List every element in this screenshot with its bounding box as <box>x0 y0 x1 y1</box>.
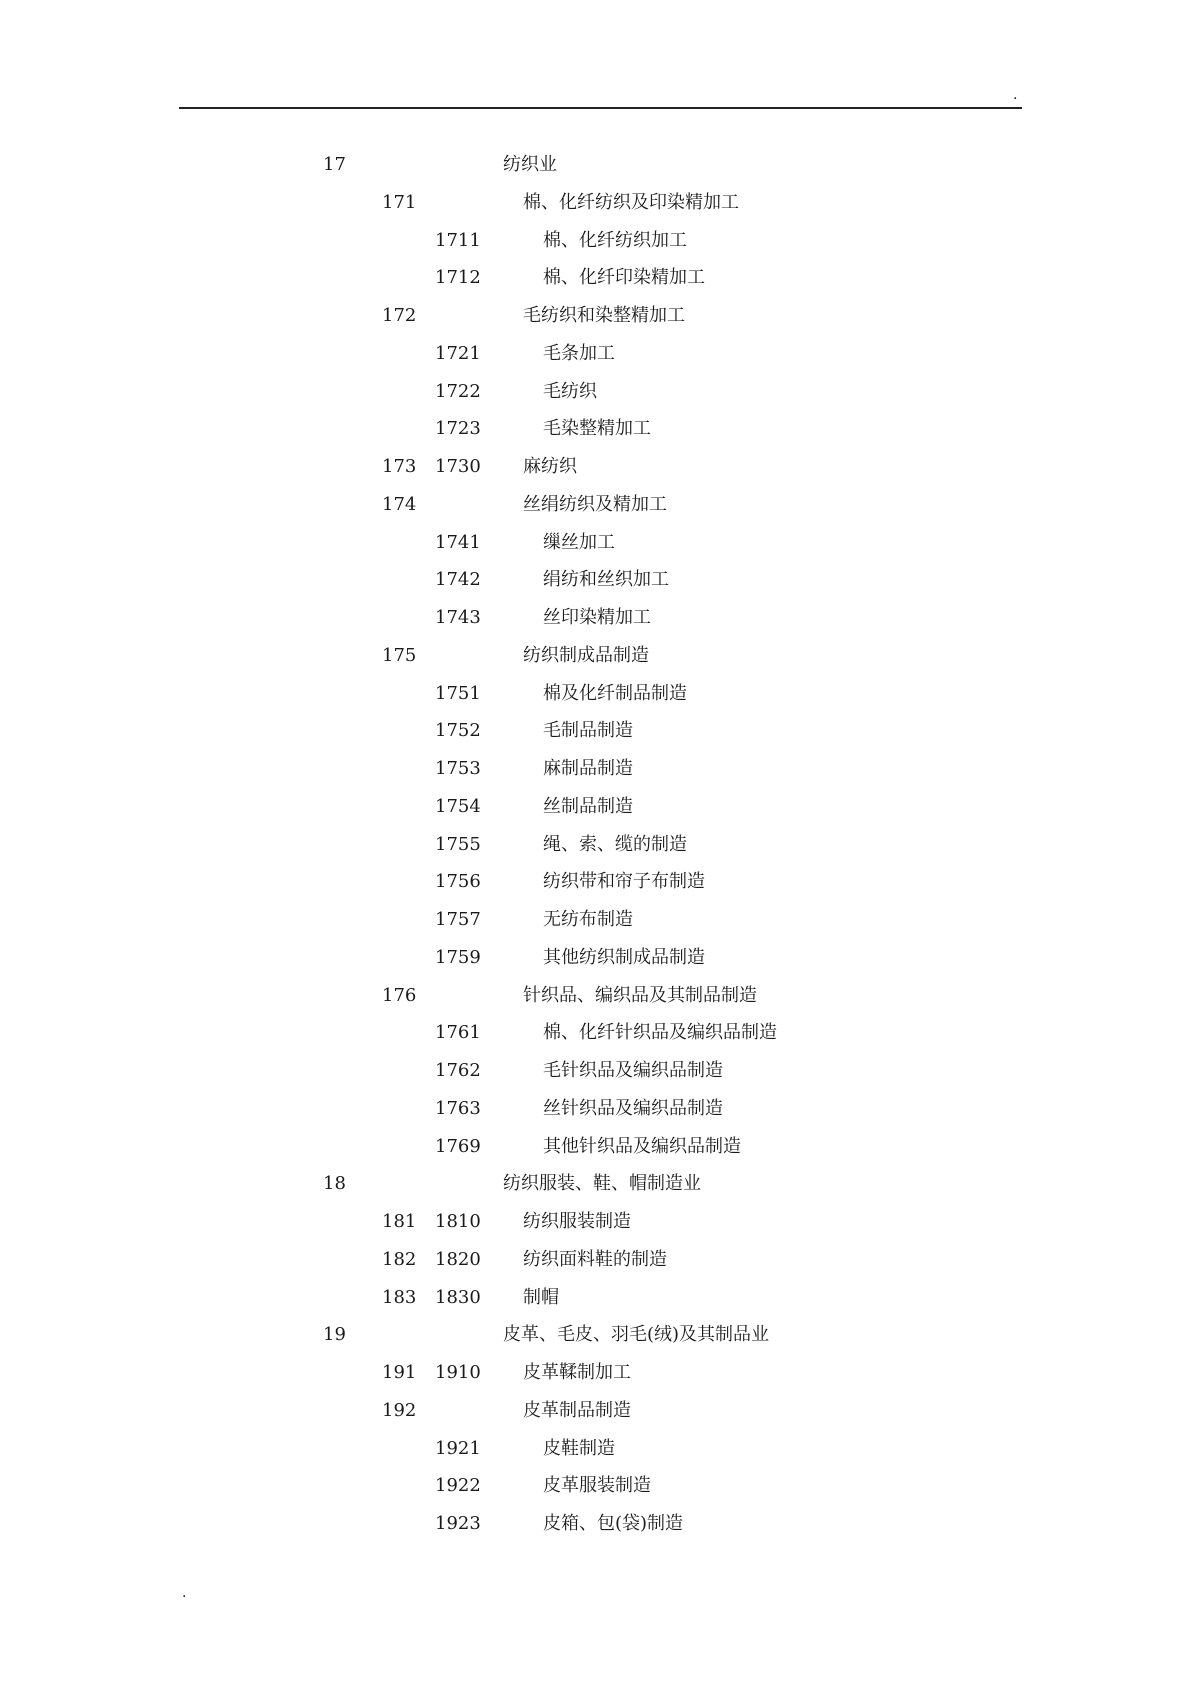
classification-row <box>0 1509 1191 1547</box>
category-name: 棉、化纤纺织及印染精加工 <box>523 191 739 213</box>
classification-row <box>0 150 1191 188</box>
category-name: 纺织带和帘子布制造 <box>543 871 705 893</box>
group-code: 171 <box>382 191 417 213</box>
class-code: 1711 <box>435 229 481 251</box>
classification-row <box>0 1018 1191 1056</box>
category-name: 皮鞋制造 <box>543 1437 615 1459</box>
class-code: 1741 <box>435 531 481 553</box>
classification-row <box>0 490 1191 528</box>
group-code: 173 <box>382 456 417 477</box>
class-code: 1921 <box>435 1437 481 1459</box>
class-code: 1742 <box>435 569 481 591</box>
category-name: 皮革服装制造 <box>543 1475 651 1497</box>
classification-row <box>0 641 1191 679</box>
category-name: 毛制品制造 <box>543 720 633 742</box>
category-name: 其他针织品及编织品制造 <box>543 1135 741 1157</box>
category-name: 针织品、编织品及其制品制造 <box>523 984 757 1006</box>
classification-row <box>0 603 1191 641</box>
classification-row <box>0 792 1191 830</box>
division-code: 18 <box>323 1173 346 1195</box>
class-code: 1923 <box>435 1513 481 1534</box>
classification-row <box>0 226 1191 264</box>
class-code: 1922 <box>435 1475 481 1497</box>
classification-row <box>0 679 1191 717</box>
category-name: 毛针织品及编织品制造 <box>543 1060 723 1081</box>
classification-row <box>0 716 1191 754</box>
classification-row <box>0 377 1191 415</box>
classification-row <box>0 754 1191 792</box>
category-name: 绳、索、缆的制造 <box>543 833 687 855</box>
classification-row <box>0 1132 1191 1170</box>
class-code: 1730 <box>435 456 481 477</box>
classification-row <box>0 943 1191 981</box>
classification-row <box>0 339 1191 377</box>
class-code: 1712 <box>435 267 481 289</box>
group-code: 183 <box>382 1286 417 1308</box>
category-name: 毛条加工 <box>543 342 615 364</box>
group-code: 192 <box>382 1399 417 1421</box>
category-name: 纺织服装制造 <box>523 1211 631 1232</box>
class-code: 1721 <box>435 342 481 364</box>
group-code: 191 <box>382 1362 417 1383</box>
category-name: 麻制品制造 <box>543 758 633 779</box>
class-code: 1763 <box>435 1097 481 1119</box>
group-code: 181 <box>382 1211 417 1232</box>
category-name: 丝制品制造 <box>543 795 633 817</box>
division-code: 17 <box>323 154 346 175</box>
category-name: 缫丝加工 <box>543 531 615 553</box>
category-name: 毛染整精加工 <box>543 418 651 440</box>
category-name: 纺织业 <box>503 154 557 175</box>
classification-row <box>0 867 1191 905</box>
class-code: 1810 <box>435 1211 481 1232</box>
group-code: 174 <box>382 493 417 515</box>
class-code: 1762 <box>435 1060 481 1081</box>
category-name: 丝绢纺织及精加工 <box>523 493 667 515</box>
classification-row <box>0 301 1191 339</box>
category-name: 皮革鞣制加工 <box>523 1362 631 1383</box>
category-name: 毛纺织 <box>543 380 597 402</box>
classification-row <box>0 188 1191 226</box>
classification-row <box>0 1434 1191 1472</box>
classification-row <box>0 1471 1191 1509</box>
class-code: 1722 <box>435 380 481 402</box>
class-code: 1743 <box>435 607 481 628</box>
category-name: 丝针织品及编织品制造 <box>543 1097 723 1119</box>
header-rule <box>179 107 1022 109</box>
category-name: 棉、化纤印染精加工 <box>543 267 705 289</box>
class-code: 1820 <box>435 1248 481 1270</box>
category-name: 纺织面料鞋的制造 <box>523 1248 667 1270</box>
group-code: 175 <box>382 644 417 666</box>
classification-row <box>0 1056 1191 1094</box>
classification-row <box>0 1396 1191 1434</box>
category-name: 麻纺织 <box>523 456 577 477</box>
classification-row <box>0 1245 1191 1283</box>
classification-list <box>0 150 1191 1547</box>
category-name: 无纺布制造 <box>543 909 633 930</box>
group-code: 172 <box>382 305 417 326</box>
category-name: 绢纺和丝织加工 <box>543 569 669 591</box>
classification-row <box>0 452 1191 490</box>
category-name: 棉、化纤针织品及编织品制造 <box>543 1022 777 1044</box>
category-name: 其他纺织制成品制造 <box>543 946 705 968</box>
class-code: 1769 <box>435 1135 481 1157</box>
category-name: 棉、化纤纺织加工 <box>543 229 687 251</box>
classification-row <box>0 905 1191 943</box>
classification-row <box>0 1207 1191 1245</box>
classification-row <box>0 830 1191 868</box>
category-name: 纺织服装、鞋、帽制造业 <box>503 1173 701 1195</box>
group-code: 176 <box>382 984 417 1006</box>
class-code: 1723 <box>435 418 481 440</box>
footer-mark: . <box>182 1585 187 1601</box>
class-code: 1753 <box>435 758 481 779</box>
classification-row <box>0 528 1191 566</box>
classification-row <box>0 1283 1191 1321</box>
header-mark: . <box>1013 87 1018 103</box>
category-name: 制帽 <box>523 1286 559 1308</box>
classification-row <box>0 1358 1191 1396</box>
class-code: 1830 <box>435 1286 481 1308</box>
class-code: 1751 <box>435 682 481 704</box>
group-code: 182 <box>382 1248 417 1270</box>
class-code: 1755 <box>435 833 481 855</box>
category-name: 皮革、毛皮、羽毛(绒)及其制品业 <box>503 1324 770 1346</box>
category-name: 毛纺织和染整精加工 <box>523 305 685 326</box>
division-code: 19 <box>323 1324 346 1346</box>
classification-row <box>0 414 1191 452</box>
category-name: 纺织制成品制造 <box>523 644 649 666</box>
classification-row <box>0 565 1191 603</box>
class-code: 1756 <box>435 871 481 893</box>
category-name: 棉及化纤制品制造 <box>543 682 687 704</box>
classification-row <box>0 1320 1191 1358</box>
category-name: 皮箱、包(袋)制造 <box>543 1513 684 1534</box>
class-code: 1752 <box>435 720 481 742</box>
category-name: 皮革制品制造 <box>523 1399 631 1421</box>
classification-row <box>0 263 1191 301</box>
classification-row <box>0 1094 1191 1132</box>
class-code: 1757 <box>435 909 481 930</box>
category-name: 丝印染精加工 <box>543 607 651 628</box>
class-code: 1754 <box>435 795 481 817</box>
classification-row <box>0 981 1191 1019</box>
classification-row <box>0 1169 1191 1207</box>
class-code: 1910 <box>435 1362 481 1383</box>
class-code: 1761 <box>435 1022 481 1044</box>
class-code: 1759 <box>435 946 481 968</box>
